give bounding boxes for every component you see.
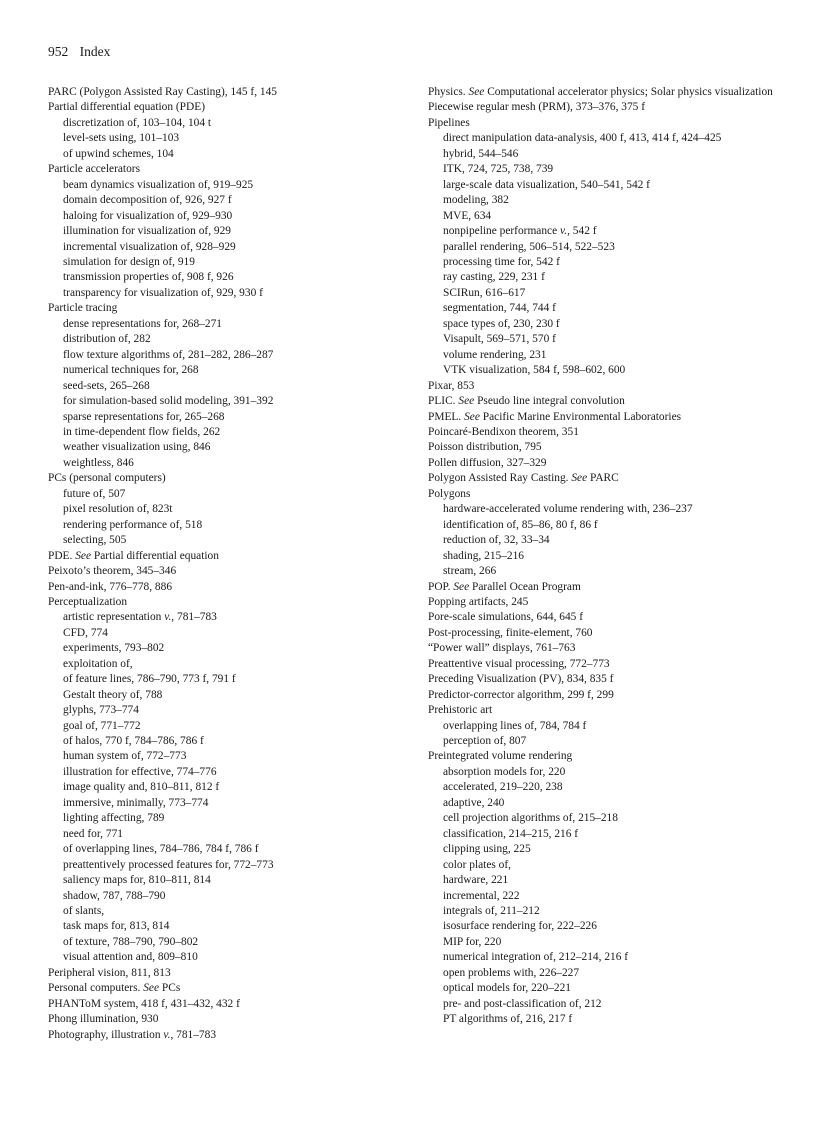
index-subentry: for simulation-based solid modeling, 391–392	[63, 395, 274, 408]
index-entry: Post-processing, finite-element, 760	[428, 626, 593, 639]
index-subentry: artistic representation v., 781–783	[63, 611, 217, 624]
section-title: Index	[79, 44, 111, 59]
index-entry: Predictor-corrector algorithm, 299 f, 299	[428, 688, 614, 701]
index-entry: “Power wall” displays, 761–763	[428, 642, 576, 655]
index-entry: Polygon Assisted Ray Casting. See PARC	[428, 472, 619, 485]
index-entry: Poisson distribution, 795	[428, 441, 542, 454]
index-subentry: of texture, 788–790, 790–802	[63, 935, 199, 948]
index-subentry: PT algorithms of, 216, 217 f	[443, 1013, 573, 1026]
index-subentry: of overlapping lines, 784–786, 784 f, 786 f	[63, 843, 259, 856]
index-subentry: of halos, 770 f, 784–786, 786 f	[63, 735, 204, 748]
index-subentry: direct manipulation data-analysis, 400 f, 413, 414 f, 424–425	[443, 132, 722, 145]
index-subentry: transmission properties of, 908 f, 926	[63, 271, 234, 284]
index-entry: Preintegrated volume rendering	[428, 750, 573, 763]
index-subentry: glyphs, 773–774	[63, 704, 139, 717]
index-subentry: immersive, minimally, 773–774	[63, 796, 209, 809]
index-subentry: CFD, 774	[63, 626, 108, 639]
index-entry: Piecewise regular mesh (PRM), 373–376, 375 f	[428, 101, 646, 114]
index-subentry: experiments, 793–802	[63, 642, 165, 655]
index-entry: Preceding Visualization (PV), 834, 835 f	[428, 673, 614, 686]
index-entry: PARC (Polygon Assisted Ray Casting), 145 f, 145	[48, 86, 277, 98]
index-subentry: overlapping lines of, 784, 784 f	[443, 719, 587, 732]
index-subentry: need for, 771	[63, 827, 123, 840]
index-subentry: discretization of, 103–104, 104 t	[63, 116, 212, 129]
index-column-right	[428, 85, 773, 1028]
index-entry: PCs (personal computers)	[48, 472, 166, 485]
index-subentry: exploitation of,	[63, 657, 133, 670]
index-entry: Peixoto’s theorem, 345–346	[48, 565, 177, 578]
index-subentry: flow texture algorithms of, 281–282, 286–287	[63, 348, 274, 361]
index-subentry: shadow, 787, 788–790	[63, 889, 166, 902]
index-subentry: ITK, 724, 725, 738, 739	[443, 163, 554, 176]
index-subentry: future of, 507	[63, 487, 126, 500]
index-subentry: lighting affecting, 789	[63, 812, 165, 825]
index-subentry: absorption models for, 220	[443, 765, 566, 778]
index-subentry: simulation for design of, 919	[63, 255, 195, 268]
index-subentry: ray casting, 229, 231 f	[443, 271, 545, 284]
index-subentry: shading, 215–216	[443, 549, 524, 562]
index-subentry: preattentively processed features for, 772–773	[63, 858, 274, 871]
index-subentry: large-scale data visualization, 540–541, 542 f	[443, 178, 650, 191]
index-entry: Physics. See Computational accelerator physics; Solar physics visualization	[428, 86, 773, 98]
index-subentry: rendering performance of, 518	[63, 518, 203, 531]
index-subentry: transparency for visualization of, 929, 930 f	[63, 286, 263, 299]
index-subentry: numerical integration of, 212–214, 216 f	[443, 951, 629, 964]
index-entry: Pen-and-ink, 776–778, 886	[48, 580, 173, 593]
index-subentry: color plates of,	[443, 858, 512, 871]
index-subentry: image quality and, 810–811, 812 f	[63, 781, 220, 794]
index-subentry: nonpipeline performance v., 542 f	[443, 225, 597, 238]
index-entry: Particle tracing	[48, 302, 118, 315]
index-subentry: distribution of, 282	[63, 333, 151, 346]
index-subentry: integrals of, 211–212	[443, 905, 540, 918]
index-subentry: pixel resolution of, 823t	[63, 503, 173, 516]
index-subentry: space types of, 230, 230 f	[443, 317, 560, 330]
index-subentry: isosurface rendering for, 222–226	[443, 920, 597, 933]
index-subentry: SCIRun, 616–617	[443, 286, 526, 299]
index-subentry: modeling, 382	[443, 194, 509, 207]
index-entry: PMEL. See Pacific Marine Environmental Laboratories	[428, 410, 682, 423]
index-entry: Pixar, 853	[428, 379, 475, 392]
index-subentry: Gestalt theory of, 788	[63, 688, 163, 701]
index-subentry: illustration for effective, 774–776	[63, 765, 217, 778]
index-entry: Perceptualization	[48, 595, 128, 608]
index-entry: Peripheral vision, 811, 813	[48, 966, 171, 979]
index-entry: PLIC. See Pseudo line integral convolution	[428, 395, 625, 408]
index-entry: Phong illumination, 930	[48, 1013, 159, 1026]
index-entry: Polygons	[428, 487, 471, 500]
index-subentry: processing time for, 542 f	[443, 255, 560, 268]
index-subentry: VTK visualization, 584 f, 598–602, 600	[443, 364, 626, 377]
index-subentry: incremental, 222	[443, 889, 520, 902]
index-entry: Poincaré-Bendixon theorem, 351	[428, 425, 579, 438]
index-entry: Pore-scale simulations, 644, 645 f	[428, 611, 584, 624]
index-subentry: sparse representations for, 265–268	[63, 410, 225, 423]
index-entry: POP. See Parallel Ocean Program	[428, 580, 581, 593]
index-entry: Pollen diffusion, 327–329	[428, 456, 547, 469]
index-subentry: perception of, 807	[443, 735, 527, 748]
index-entry: Popping artifacts, 245	[428, 595, 529, 608]
index-column-left	[48, 85, 393, 1043]
index-subentry: haloing for visualization of, 929–930	[63, 209, 233, 222]
index-subentry: in time-dependent flow fields, 262	[63, 425, 221, 438]
index-subentry: level-sets using, 101–103	[63, 132, 180, 145]
index-subentry: task maps for, 813, 814	[63, 920, 170, 933]
index-subentry: parallel rendering, 506–514, 522–523	[443, 240, 615, 253]
index-subentry: of upwind schemes, 104	[63, 147, 174, 160]
index-entry: Pipelines	[428, 116, 470, 129]
index-subentry: hardware, 221	[443, 874, 509, 887]
index-subentry: volume rendering, 231	[443, 348, 547, 361]
index-subentry: MIP for, 220	[443, 935, 502, 948]
index-entry: Preattentive visual processing, 772–773	[428, 657, 610, 670]
index-subentry: hybrid, 544–546	[443, 147, 519, 160]
index-subentry: stream, 266	[443, 565, 497, 578]
index-subentry: weather visualization using, 846	[63, 441, 211, 454]
index-subentry: optical models for, 220–221	[443, 982, 571, 995]
index-subentry: Visapult, 569–571, 570 f	[443, 333, 556, 346]
index-subentry: MVE, 634	[443, 209, 492, 222]
index-subentry: pre- and post-classification of, 212	[443, 997, 602, 1010]
index-entry: PHANToM system, 418 f, 431–432, 432 f	[48, 997, 240, 1010]
index-subentry: seed-sets, 265–268	[63, 379, 150, 392]
index-subentry: open problems with, 226–227	[443, 966, 580, 979]
index-subentry: accelerated, 219–220, 238	[443, 781, 563, 794]
index-subentry: numerical techniques for, 268	[63, 364, 199, 377]
page-number: 952	[48, 44, 69, 59]
index-subentry: classification, 214–215, 216 f	[443, 827, 579, 840]
index-entry: Particle accelerators	[48, 163, 141, 176]
index-subentry: saliency maps for, 810–811, 814	[63, 874, 211, 887]
index-subentry: goal of, 771–772	[63, 719, 141, 732]
index-subentry: illumination for visualization of, 929	[63, 225, 231, 238]
running-header	[48, 44, 110, 60]
index-subentry: cell projection algorithms of, 215–218	[443, 812, 618, 825]
index-subentry: human system of, 772–773	[63, 750, 187, 763]
index-subentry: of feature lines, 786–790, 773 f, 791 f	[63, 673, 236, 686]
index-subentry: dense representations for, 268–271	[63, 317, 222, 330]
index-subentry: visual attention and, 809–810	[63, 951, 198, 964]
index-subentry: selecting, 505	[63, 534, 127, 547]
index-subentry: clipping using, 225	[443, 843, 531, 856]
index-subentry: reduction of, 32, 33–34	[443, 534, 550, 547]
index-entry: Prehistoric art	[428, 704, 493, 717]
index-subentry: segmentation, 744, 744 f	[443, 302, 556, 315]
index-entry: PDE. See Partial differential equation	[48, 549, 219, 562]
index-subentry: beam dynamics visualization of, 919–925	[63, 178, 254, 191]
index-subentry: identification of, 85–86, 80 f, 86 f	[443, 518, 598, 531]
index-subentry: of slants,	[63, 905, 105, 918]
index-subentry: adaptive, 240	[443, 796, 505, 809]
index-subentry: hardware-accelerated volume rendering with, 236–237	[443, 503, 693, 516]
index-entry: Photography, illustration v., 781–783	[48, 1028, 217, 1041]
index-subentry: domain decomposition of, 926, 927 f	[63, 194, 232, 207]
index-subentry: incremental visualization of, 928–929	[63, 240, 236, 253]
index-entry: Partial differential equation (PDE)	[48, 101, 205, 114]
index-subentry: weightless, 846	[63, 456, 134, 469]
index-entry: Personal computers. See PCs	[48, 982, 181, 995]
